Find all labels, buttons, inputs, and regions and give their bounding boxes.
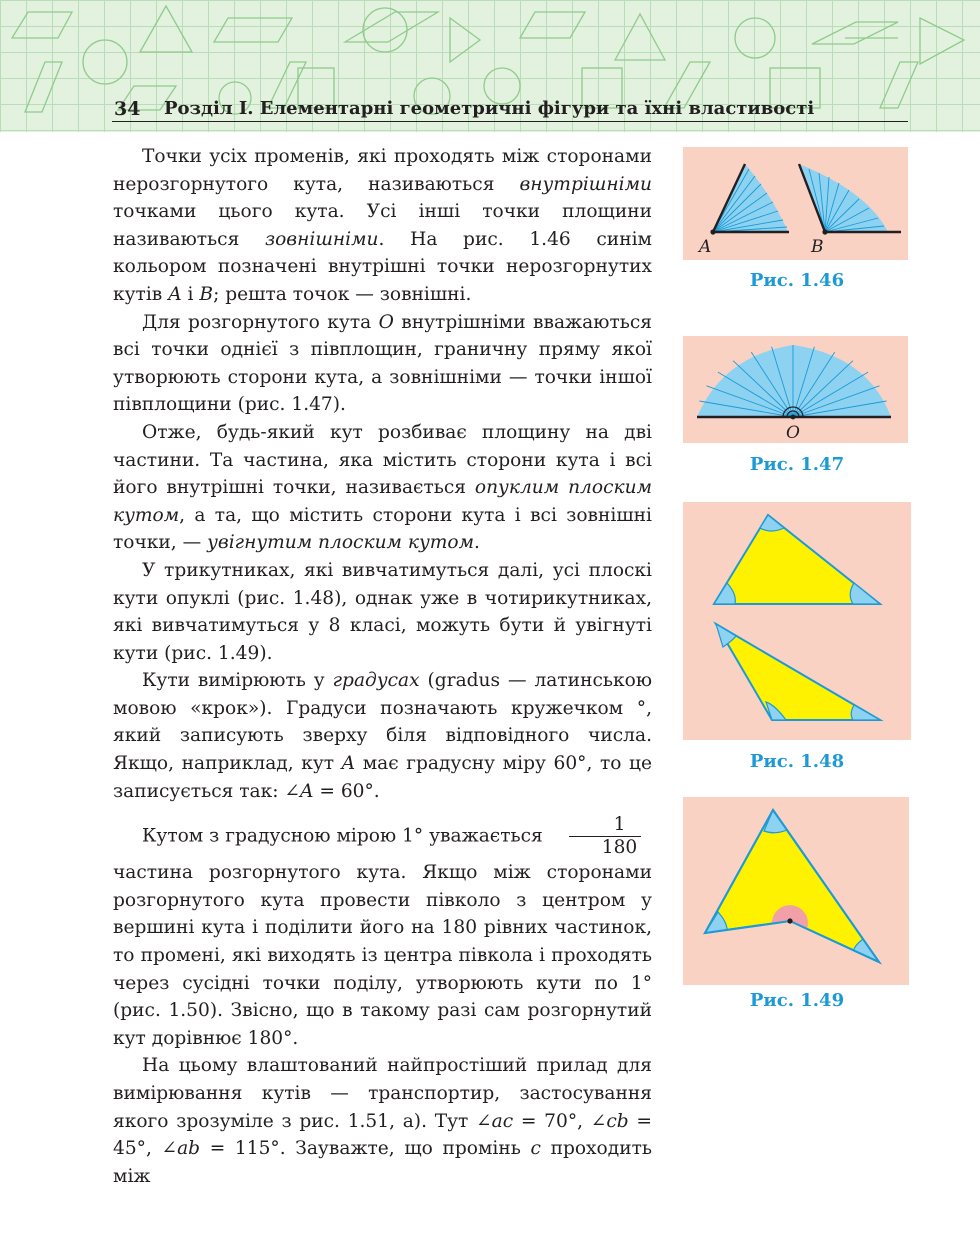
paragraph-2: Для розгорнутого кута O внутрішніми вважаються всі точки однієї з півплощин, граничну пряму якої утворюють сторони кута, а зовнішніми — точки іншої півплощини (рис. 1.47).	[113, 311, 652, 416]
fraction-1-180: $\frac{1}{180}$	[569, 814, 642, 859]
page-number: 34	[114, 98, 141, 120]
label-b: B	[811, 237, 824, 257]
paragraph-4: У трикутниках, які вивчатимуться далі, усі плоскі кути опуклі (рис. 1.48), однак уже в чотирикутниках, які вивчатимуться у 8 класі, можуть бути й увігнуті кути (рис. 1.49).	[113, 559, 652, 664]
caption-fig-1-49: Рис. 1.49	[749, 990, 845, 1011]
paragraph-6-line-1: Кутом з градусною мірою 1° уважається $\frac{1}{180}$	[113, 814, 652, 859]
figure-1-47-drawing	[683, 336, 908, 443]
paragraph-3: Отже, будь-який кут розбиває площину на дві частини. Та частина, яка містить сторони кута і всі його внутрішні точки, називається опуклим плоским кутом, а та, що містить сторони кута і всі зовнішні точки, — увігнутим плоским кутом.	[113, 421, 652, 554]
paragraph-6: частина розгорнутого кута. Якщо між сторонами розгорнутого кута провести півколо з центром у вершині кута і поділити його на 180 рівних частинок, то промені, які виходять із центра півкола і проходять через сусідні точки поділу, утворюють кути по 1° (рис. 1.50). Звісно, що в такому разі сам розгорнутий кут дорівнює 180°.	[113, 862, 652, 1049]
figure-1-46-drawing	[683, 147, 908, 260]
figure-1-46	[683, 147, 908, 260]
paragraph-5: Кути вимірюють у градусах (gradus — латинською мовою «крок»). Градуси позначають кружечком °, який записують зверху біля відповідного числа. Якщо, наприклад, кут A має градусну міру 60°, то це записується так: ∠A = 60°.	[113, 670, 653, 802]
figure-1-48-drawing	[683, 502, 911, 740]
label-o: O	[786, 423, 800, 443]
header-rule	[112, 121, 908, 122]
label-a: A	[699, 237, 712, 257]
running-title: Розділ I. Елементарні геометричні фігури та їхні властивості	[164, 98, 815, 119]
caption-fig-1-48: Рис. 1.48	[749, 751, 845, 772]
figure-1-49	[683, 797, 909, 985]
paragraph-1: Точки усіх променів, які проходять між сторонами нерозгорнутого кута, називаються внутрішніми точками цього кута. Усі інші точки площини називаються зовнішніми. На рис. 1.46 синім кольором позначені внутрішні точки нерозгорнутих кутів A і B; решта точок — зовнішні.	[113, 146, 652, 305]
figure-1-47	[683, 336, 908, 443]
figure-1-49-drawing	[683, 797, 909, 985]
caption-fig-1-47: Рис. 1.47	[749, 454, 845, 475]
figure-1-48	[683, 502, 911, 740]
paragraph-7: На цьому влаштований найпростіший прилад для вимірювання кутів — транспортир, застосування якого зрозуміле з рис. 1.51, а). Тут ∠ac = 70°, ∠cb = 45°, ∠ab = 115°. Зауважте, що промінь c проходить між	[113, 1055, 652, 1187]
caption-fig-1-46: Рис. 1.46	[749, 270, 845, 291]
body-text	[113, 143, 652, 1190]
